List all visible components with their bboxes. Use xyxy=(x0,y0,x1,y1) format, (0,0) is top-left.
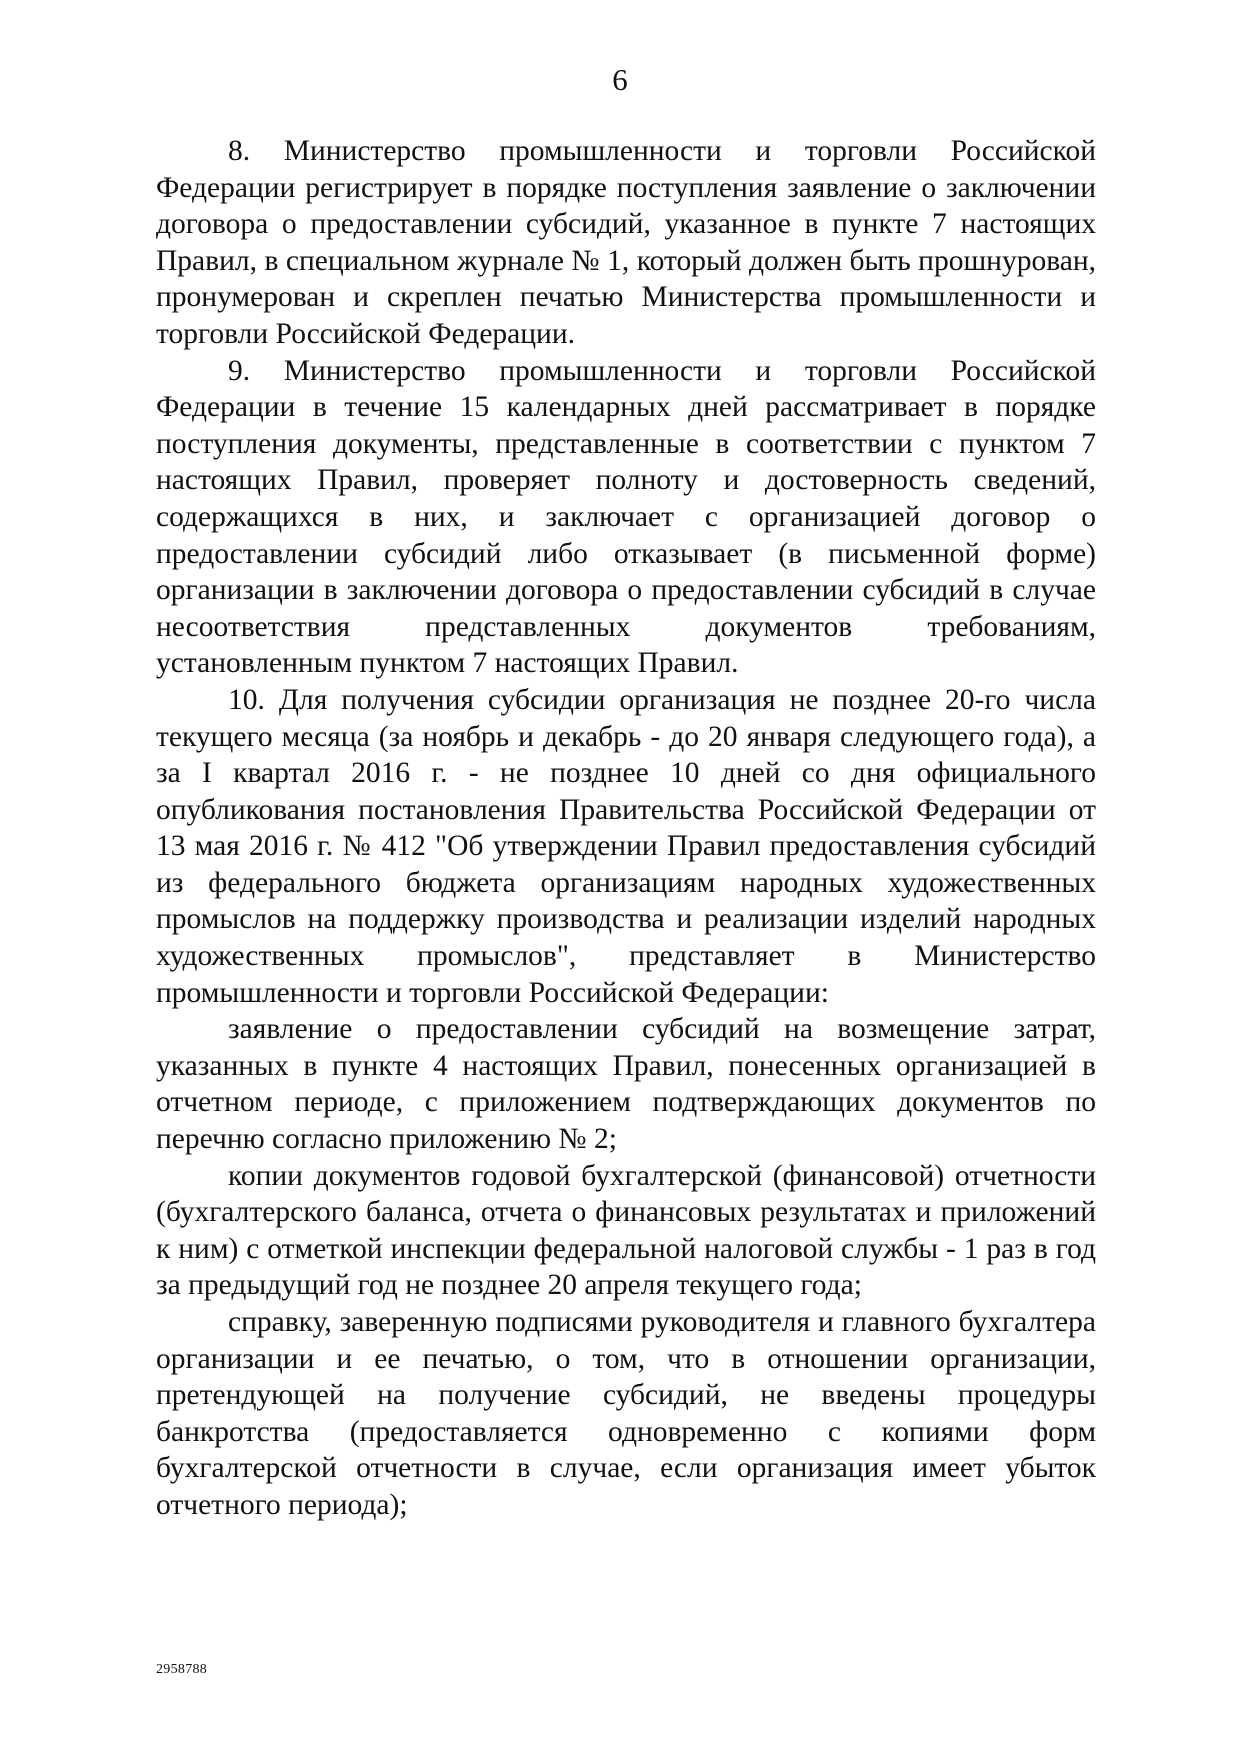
paragraph-9: 9. Министерство промышленности и торговли Российской Федерации в течение 15 календарных дней рассматривает в порядке поступления документы, представленные в соответствии с пунктом 7 настоящих Правил, проверяет полноту и достоверность сведений, содержащихся в них, и заключает с организацией договор о предоставлении субсидий либо отказывает (в письменной форме) организации в заключении договора о предоставлении субсидий в случае несоответствия представленных документов требованиям, установленным пунктом 7 настоящих Правил. xyxy=(156,354,1096,680)
document-code: 2958788 xyxy=(156,1662,208,1677)
document-body xyxy=(156,133,1096,1524)
paragraph-10: 10. Для получения субсидии организация не позднее 20-го числа текущего месяца (за ноябрь и декабрь - до 20 января следующего года), а за I квартал 2016 г. - не позднее 10 дней со дня официального опубликования постановления Правительства Российской Федерации от 13 мая 2016 г. № 412 "Об утверждении Правил предоставления субсидий из федерального бюджета организациям народных художественных промыслов на поддержку производства и реализации изделий народных художественных промыслов", представляет в Министерство промышленности и торговли Российской Федерации: xyxy=(156,683,1096,1009)
list-item-application: заявление о предоставлении субсидий на возмещение затрат, указанных в пункте 4 настоящих Правил, понесенных организацией в отчетном периоде, с приложением подтверждающих документов по перечню согласно приложению № 2; xyxy=(156,1013,1096,1156)
paragraph-8: 8. Министерство промышленности и торговли Российской Федерации регистрирует в порядке поступления заявление о заключении договора о предоставлении субсидий, указанное в пункте 7 настоящих Правил, в специальном журнале № 1, который должен быть прошнурован, пронумерован и скреплен печатью Министерства промышленности и торговли Российской Федерации. xyxy=(156,135,1096,350)
list-item-certificate: справку, заверенную подписями руководителя и главного бухгалтера организации и ее печатью, о том, что в отношении организации, претендующей на получение субсидий, не введены процедуры банкротства (предоставляется одновременно с копиями форм бухгалтерской отчетности в случае, если организация имеет убыток отчетного периода); xyxy=(156,1306,1096,1521)
list-item-accounting-copies: копии документов годовой бухгалтерской (финансовой) отчетности (бухгалтерского баланса, отчета о финансовых результатах и приложений к ним) с отметкой инспекции федеральной налоговой службы - 1 раз в год за предыдущий год не позднее 20 апреля текущего года; xyxy=(156,1159,1096,1302)
page-number: 6 xyxy=(612,62,628,97)
